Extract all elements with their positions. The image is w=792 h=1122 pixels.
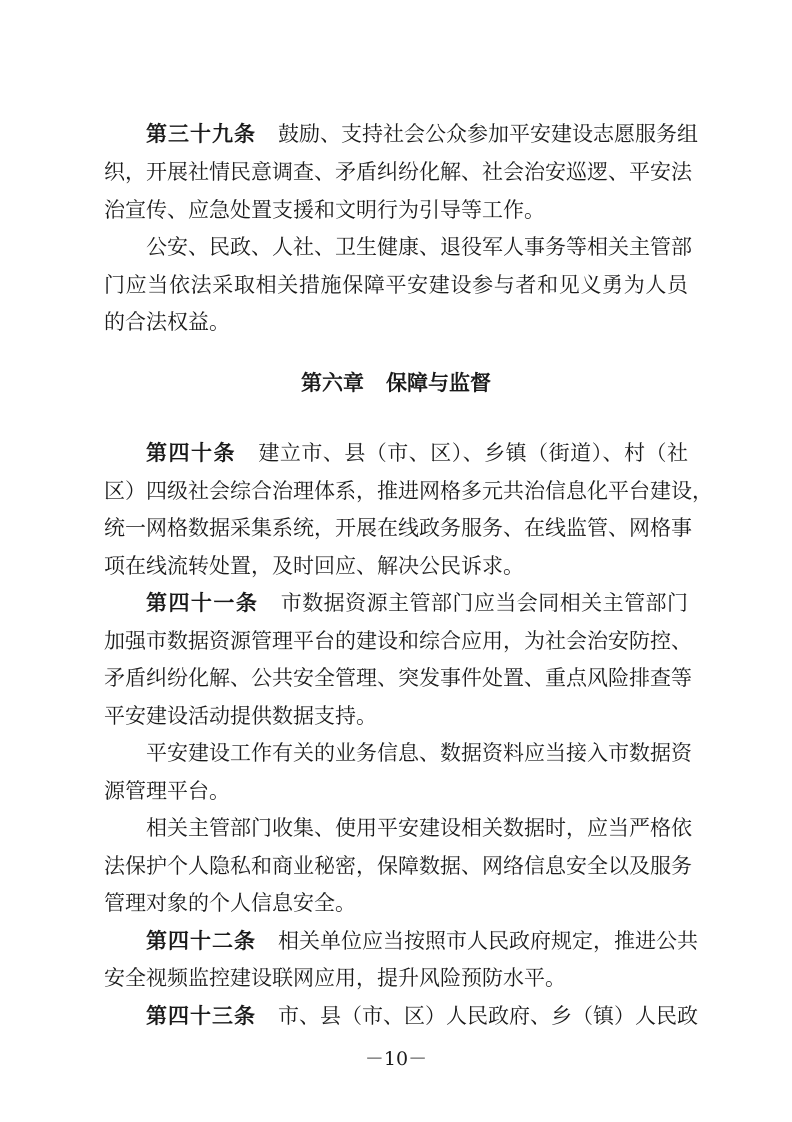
article-39-line-3: 治宣传、应急处置支援和文明行为引导等工作。 xyxy=(104,198,545,222)
article-41-line-1: 第四十一条 市数据资源主管部门应当会同相关主管部门 xyxy=(146,591,689,615)
article-40-label: 第四十条 xyxy=(146,441,236,465)
article-40-line-4: 项在线流转处置，及时回应、解决公民诉求。 xyxy=(104,554,524,578)
article-41-p3-line-3: 管理对象的个人信息安全。 xyxy=(104,891,356,915)
page-number: －10－ xyxy=(364,1048,428,1070)
article-39-line-1: 第三十九条 鼓励、支持社会公众参加平安建设志愿服务组 xyxy=(146,122,698,146)
article-43-line-1: 第四十三条 市、县（市、区）人民政府、乡（镇）人民政 xyxy=(146,1004,698,1028)
chapter-heading xyxy=(0,368,792,398)
article-41-p2-line-1: 平安建设工作有关的业务信息、数据资料应当接入市数据资 xyxy=(146,741,692,765)
article-41-p2-line-2: 源管理平台。 xyxy=(104,779,230,803)
article-40-line-3: 统一网格数据采集系统，开展在线政务服务、在线监管、网格事 xyxy=(104,516,692,540)
article-41-line-4: 平安建设活动提供数据支持。 xyxy=(104,704,377,728)
chapter-title: 保障与监督 xyxy=(386,371,491,395)
article-41-label: 第四十一条 xyxy=(146,591,259,615)
article-41-p3-line-1: 相关主管部门收集、使用平安建设相关数据时，应当严格依 xyxy=(146,816,692,840)
article-42-line-2: 安全视频监控建设联网应用，提升风险预防水平。 xyxy=(104,966,566,990)
article-42-line-1: 第四十二条 相关单位应当按照市人民政府规定，推进公共 xyxy=(146,929,698,953)
article-41-p3-line-2: 法保护个人隐私和商业秘密，保障数据、网络信息安全以及服务 xyxy=(104,854,692,878)
article-41-line-3: 矛盾纠纷化解、公共安全管理、突发事件处置、重点风险排查等 xyxy=(104,666,692,690)
article-40-line-1: 第四十条 建立市、县（市、区）、乡镇（街道）、村（社 xyxy=(146,441,688,465)
article-43-label: 第四十三条 xyxy=(146,1004,256,1028)
article-39-p2-line-3: 的合法权益。 xyxy=(104,310,230,334)
article-40-line-2: 区）四级社会综合治理体系，推进网格多元共治信息化平台建设， xyxy=(104,479,713,503)
article-42-label: 第四十二条 xyxy=(146,929,256,953)
article-39-p2-line-1: 公安、民政、人社、卫生健康、退役军人事务等相关主管部 xyxy=(146,235,692,259)
article-39-line-2: 织，开展社情民意调查、矛盾纠纷化解、社会治安巡逻、平安法 xyxy=(104,160,692,184)
article-41-line-2: 加强市数据资源管理平台的建设和综合应用，为社会治安防控、 xyxy=(104,629,692,653)
article-39-p2-line-2: 门应当依法采取相关措施保障平安建设参与者和见义勇为人员 xyxy=(104,273,688,297)
article-39-label: 第三十九条 xyxy=(146,122,256,146)
chapter-number: 第六章 xyxy=(301,371,364,395)
